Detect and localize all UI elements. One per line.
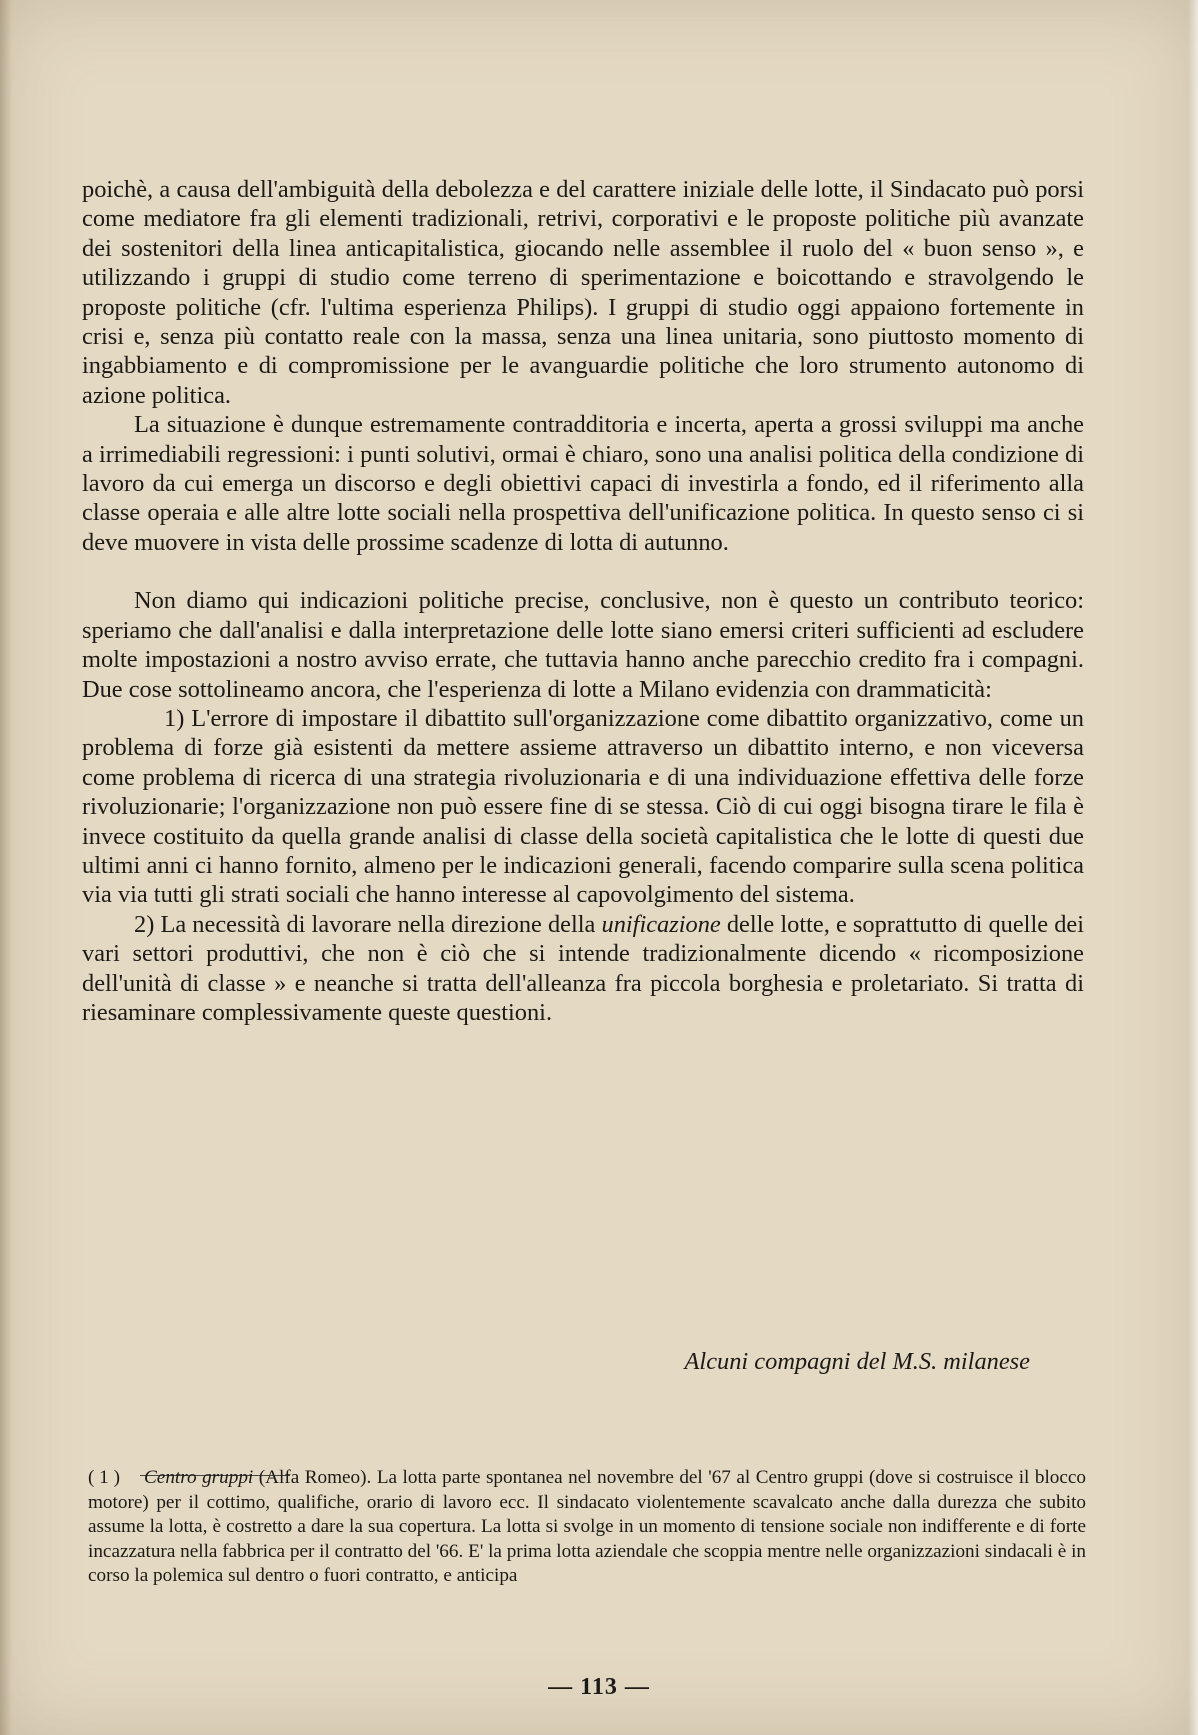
list-point-1: 1) L'errore di impostare il dibattito sull'organizzazione come dibattito organizzativo, come un problema di forze già esistenti da mettere assieme attraverso un dibattito interno, e non viceversa come problema di ricerca di una strategia rivoluzionaria e di una individuazione effettiva delle forze rivoluzionarie; l'organizzazione non può essere fine di se stessa. Ciò di cui oggi bisogna tirare le fila è invece costituito da quella grande analisi di classe della società capitalistica che le lotte di questi due ultimi anni ci hanno fornito, almeno per le indicazioni generali, facendo comparire sulla scena politica via via tutti gli strati sociali che hanno interesse al capovolgimento del sistema. bbox=[82, 704, 1084, 909]
paragraph-1: poichè, a causa dell'ambiguità della debolezza e del carattere iniziale delle lotte, il Sindacato può porsi come mediatore fra gli elementi tradizionali, retrivi, corporativi e le proposte politiche più avanzate dei sostenitori della linea anticapitalistica, giocando nelle assemblee il ruolo del « buon senso », e utilizzando i gruppi di studio come terreno di sperimentazione e boicottando e stravolgendo le proposte politiche (cfr. l'ultima esperienza Philips). I gruppi di studio oggi appaiono fortemente in crisi e, senza più contatto reale con la massa, senza una linea unitaria, sono piuttosto momento di ingabbiamento e di compromissione per le avanguardie politiche che loro strumento autonomo di azione politica. bbox=[82, 176, 1084, 409]
paragraph-3: Non diamo qui indicazioni politiche precise, conclusive, non è questo un contributo teorico: speriamo che dall'analisi e dalla interpretazione delle lotte siano emersi criteri sufficienti ad escludere molte impostazioni a nostro avviso errate, che tuttavia hanno anche parecchio credito fra i compagni. Due cose sottolineamo ancora, che l'esperienza di lotte a Milano evidenzia con drammaticità: bbox=[82, 587, 1084, 703]
signature: Alcuni compagni del M.S. milanese bbox=[684, 1348, 1030, 1375]
page-number: — 113 — bbox=[548, 1674, 650, 1700]
footnote-title: Centro gruppi bbox=[144, 1467, 254, 1488]
footnote-marker: ( 1 ) bbox=[88, 1467, 120, 1488]
paragraph-spacer bbox=[82, 557, 1084, 586]
footnote bbox=[88, 1466, 1086, 1589]
footnote-paragraph bbox=[88, 1466, 1086, 1589]
page-binding-shadow bbox=[0, 0, 12, 1735]
body-text bbox=[82, 175, 1084, 1027]
point-2-text-start: 2) La necessità di lavorare nella direzione della bbox=[134, 910, 602, 938]
point-2-text-end: delle lotte, e soprattutto di quelle dei vari settori produttivi, che non è ciò che si intende tradizionalmente dicendo « ricomposizione dell'unità di classe » e neanche si tratta dell'alleanza fra piccola borghesia e proletariato. Si tratta di riesaminare complessivamente queste questioni. bbox=[82, 910, 1084, 1026]
list-point-2 bbox=[82, 910, 1084, 1028]
footnote-text: (Alfa Romeo). La lotta parte spontanea nel novembre del '67 al Centro gruppi (dove si costruisce il blocco motore) per il cottimo, qualifiche, orario di lavoro ecc. Il sindacato violentemente scavalcato anche dalla durezza che subito assume la lotta, è costretto a dare la sua copertura. La lotta si svolge in un momento di tensione sociale non indifferente e di forte incazzatura nella fabbrica per il contratto del '66. E' la prima lotta aziendale che scoppia mentre nelle organizzazioni sindacali è in corso la polemica sul dentro o fuori contratto, e anticipa bbox=[88, 1467, 1086, 1587]
paragraph-2: La situazione è dunque estremamente contradditoria e incerta, aperta a grossi sviluppi ma anche a irrimediabili regressioni: i punti solutivi, ormai è chiaro, sono una analisi politica della condizione di lavoro da cui emerga un discorso e degli obiettivi capaci di investirla a fondo, ed il riferimento alla classe operaia e alle altre lotte sociali nella prospettiva dell'unificazione politica. In questo senso ci si deve muovere in vista delle prossime scadenze di lotta di autunno. bbox=[82, 411, 1084, 556]
page-edge-highlight bbox=[1188, 0, 1198, 1735]
point-2-emphasis: unificazione bbox=[601, 910, 721, 938]
